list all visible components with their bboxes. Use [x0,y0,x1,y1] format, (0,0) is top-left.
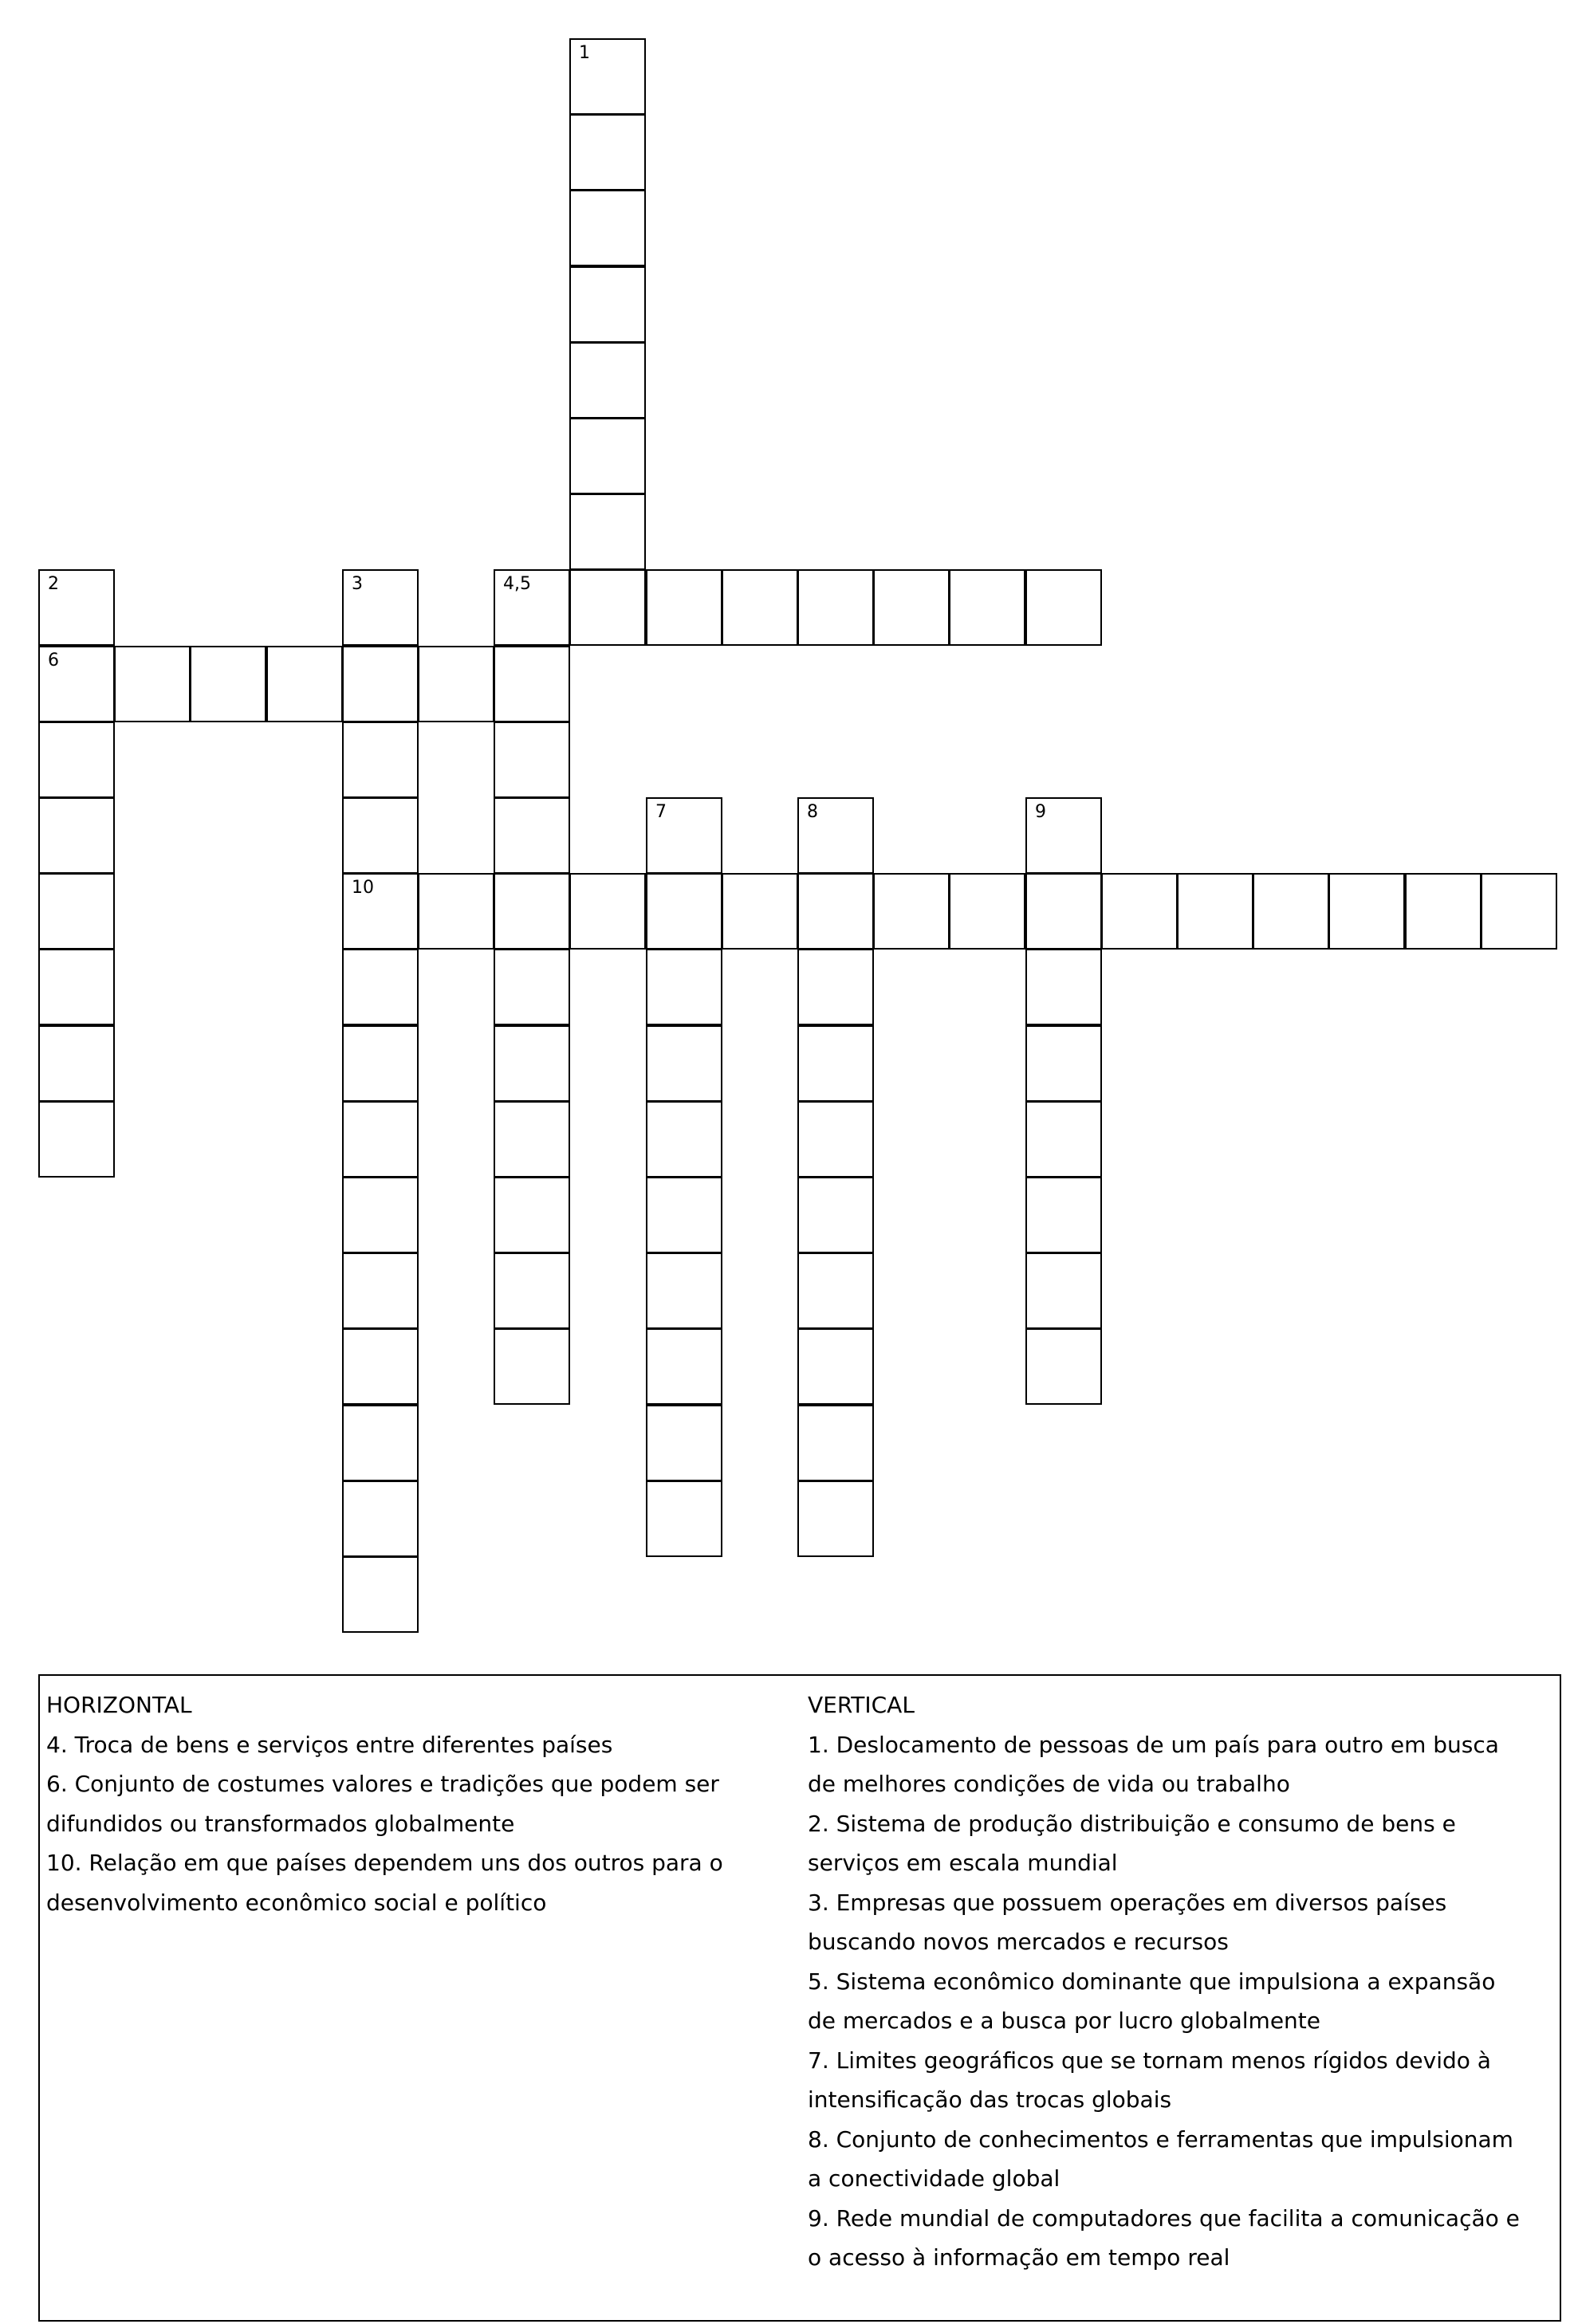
crossword-cell[interactable] [494,1252,570,1329]
crossword-cell[interactable] [418,873,494,950]
crossword-cell[interactable] [1025,1177,1102,1253]
crossword-cell[interactable] [494,1177,570,1253]
crossword-cell[interactable] [569,873,646,950]
crossword-cell[interactable] [38,1101,115,1178]
crossword-cell[interactable] [342,797,419,874]
crossword-cell[interactable] [646,1252,722,1329]
clue-across-4: 4. Troca de bens e serviços entre diferentes países [46,1731,613,1758]
crossword-cell[interactable] [114,646,191,722]
clue-number: 2 [48,574,59,594]
crossword-cell[interactable] [646,1405,722,1481]
crossword-cell[interactable] [342,1556,419,1633]
crossword-cell[interactable] [797,1252,874,1329]
crossword-cell[interactable] [569,342,646,419]
horizontal-clues [46,1685,748,1922]
clue-down-9: 9. Rede mundial de computadores que facilita a comunicação e o acesso à informação em tempo real [808,2204,1520,2271]
crossword-cell[interactable] [722,873,798,950]
crossword-cell[interactable] [266,646,343,722]
crossword-cell[interactable] [38,646,115,722]
clue-down-3: 3. Empresas que possuem operações em diversos países buscando novos mercados e recursos [808,1889,1447,1955]
crossword-cell[interactable] [38,797,115,874]
crossword-cell[interactable] [949,569,1025,646]
clue-down-2: 2. Sistema de produção distribuição e consumo de bens e serviços em escala mundial [808,1810,1456,1876]
crossword-cell[interactable] [797,1328,874,1405]
crossword-cell[interactable] [418,646,494,722]
crossword-cell[interactable] [646,797,722,874]
crossword-cell[interactable] [1481,873,1557,950]
crossword-cell[interactable] [569,569,646,646]
crossword-cell[interactable] [1025,1252,1102,1329]
crossword-cell[interactable] [494,1328,570,1405]
crossword-cell[interactable] [646,1101,722,1178]
crossword-cell[interactable] [494,1025,570,1102]
crossword-cell[interactable] [1101,873,1178,950]
crossword-cell[interactable] [1025,569,1102,646]
crossword-cell[interactable] [342,1252,419,1329]
crossword-cell[interactable] [1405,873,1482,950]
clue-number: 7 [655,802,667,822]
vertical-clues [808,1685,1525,2278]
crossword-cell[interactable] [1025,1328,1102,1405]
clue-number: 3 [352,574,363,594]
crossword-cell[interactable] [1177,873,1253,950]
crossword-cell[interactable] [494,646,570,722]
crossword-cell[interactable] [342,646,419,722]
clues-box [38,1674,1561,2322]
crossword-cell[interactable] [494,873,570,950]
crossword-cell[interactable] [569,494,646,570]
crossword-cell[interactable] [873,569,950,646]
crossword-cell[interactable] [797,797,874,874]
crossword-cell[interactable] [1025,873,1102,950]
crossword-cell[interactable] [494,949,570,1025]
crossword-cell[interactable] [646,1328,722,1405]
clue-across-6: 6. Conjunto de costumes valores e tradições que podem ser difundidos ou transformados globalmente [46,1771,719,1837]
crossword-cell[interactable] [38,949,115,1025]
crossword-cell[interactable] [797,569,874,646]
clue-number: 1 [579,43,590,63]
crossword-cell[interactable] [797,1101,874,1178]
crossword-cell[interactable] [646,1025,722,1102]
horizontal-heading: HORIZONTAL [46,1692,192,1718]
crossword-cell[interactable] [342,722,419,798]
crossword-cell[interactable] [342,569,419,646]
crossword-cell[interactable] [342,1481,419,1557]
crossword-cell[interactable] [1025,1025,1102,1102]
crossword-cell[interactable] [190,646,266,722]
crossword-cell[interactable] [342,949,419,1025]
crossword-cell[interactable] [38,569,115,646]
crossword-cell[interactable] [797,1481,874,1557]
crossword-cell[interactable] [1025,797,1102,874]
crossword-cell[interactable] [797,1405,874,1481]
crossword-cell[interactable] [342,1177,419,1253]
clue-across-10: 10. Relação em que países dependem uns dos outros para o desenvolvimento econômico social e político [46,1850,723,1916]
crossword-cell[interactable] [38,722,115,798]
crossword-cell[interactable] [569,190,646,266]
crossword-cell[interactable] [1025,949,1102,1025]
crossword-cell[interactable] [569,38,646,115]
crossword-cell[interactable] [569,114,646,191]
crossword-cell[interactable] [1253,873,1329,950]
crossword-cell[interactable] [494,1101,570,1178]
crossword-cell[interactable] [342,1101,419,1178]
crossword-cell[interactable] [342,1328,419,1405]
clue-number: 4,5 [503,574,531,594]
crossword-cell[interactable] [494,797,570,874]
crossword-cell[interactable] [646,1481,722,1557]
vertical-heading: VERTICAL [808,1692,915,1718]
crossword-cell[interactable] [797,1025,874,1102]
clue-number: 8 [807,802,818,822]
clue-number: 9 [1035,802,1046,822]
crossword-cell[interactable] [569,266,646,343]
crossword-cell[interactable] [342,1025,419,1102]
crossword-cell[interactable] [797,873,874,950]
crossword-cell[interactable] [494,569,570,646]
clue-number: 10 [352,878,374,898]
crossword-cell[interactable] [722,569,798,646]
crossword-cell[interactable] [873,873,950,950]
crossword-cell[interactable] [797,949,874,1025]
crossword-cell[interactable] [949,873,1025,950]
clue-down-7: 7. Limites geográficos que se tornam menos rígidos devido à intensificação das trocas globais [808,2047,1491,2113]
crossword-cell[interactable] [569,418,646,494]
crossword-cell[interactable] [494,722,570,798]
clue-down-1: 1. Deslocamento de pessoas de um país para outro em busca de melhores condições de vida ou trabalho [808,1731,1499,1797]
crossword-cell[interactable] [646,949,722,1025]
crossword-cell[interactable] [342,873,419,950]
crossword-cell[interactable] [646,1177,722,1253]
clue-down-5: 5. Sistema econômico dominante que impulsiona a expansão de mercados e a busca por lucro globalmente [808,1968,1496,2034]
crossword-cell[interactable] [342,1405,419,1481]
crossword-cell[interactable] [38,873,115,950]
crossword-cell[interactable] [797,1177,874,1253]
clue-down-8: 8. Conjunto de conhecimentos e ferramentas que impulsionam a conectividade global [808,2125,1513,2192]
crossword-cell[interactable] [646,873,722,950]
crossword-cell[interactable] [1328,873,1405,950]
clue-number: 6 [48,651,59,670]
crossword-cell[interactable] [38,1025,115,1102]
crossword-cell[interactable] [646,569,722,646]
crossword-cell[interactable] [1025,1101,1102,1178]
